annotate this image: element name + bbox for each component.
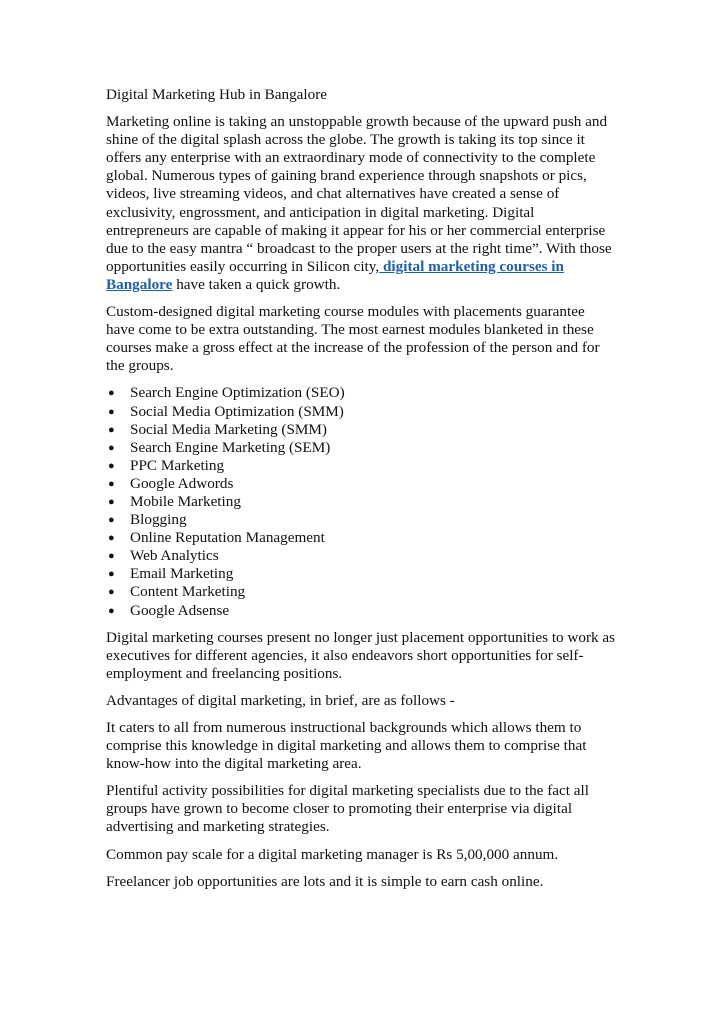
list-item-label: Google Adwords (130, 474, 234, 492)
list-item-label: Google Adsense (130, 601, 230, 619)
bullet-icon: ● (108, 586, 115, 599)
bullet-icon: ● (108, 550, 115, 563)
bullet-icon: ● (108, 495, 115, 508)
intro-paragraph (106, 113, 616, 294)
list-item (106, 547, 616, 565)
backgrounds-paragraph: It caters to all from numerous instructional backgrounds which allows them to comprise this knowledge in digital marketing and allows them to comprise that know-how into the digital marketing area. (106, 719, 587, 773)
list-item (106, 493, 616, 511)
list-item (106, 583, 616, 601)
list-item-label: Social Media Optimization (SMM) (130, 402, 344, 420)
list-item-label: Blogging (130, 511, 187, 529)
list-item (106, 565, 616, 583)
activity-possibilities-paragraph: Plentiful activity possibilities for digital marketing specialists due to the fact all groups have grown to become closer to promoting their enterprise via digital advertising and marketing strategies. (106, 782, 589, 836)
list-item-label: Mobile Marketing (130, 492, 241, 510)
bullet-icon: ● (108, 423, 115, 436)
list-item (106, 475, 616, 493)
list-item-label: Web Analytics (130, 547, 219, 565)
list-item (106, 457, 616, 475)
document-title: Digital Marketing Hub in Bangalore (106, 86, 328, 103)
list-item-label: Search Engine Marketing (SEM) (130, 438, 331, 456)
list-item (106, 384, 616, 402)
course-modules-list (106, 384, 616, 619)
advantages-intro-paragraph: Advantages of digital marketing, in brief, are as follows - (106, 691, 455, 709)
bullet-icon: ● (108, 387, 115, 400)
list-item-label: PPC Marketing (130, 456, 225, 474)
list-item-label: Online Reputation Management (130, 529, 325, 547)
bullet-icon: ● (108, 604, 115, 617)
list-item (106, 421, 616, 439)
list-item (106, 529, 616, 547)
intro-text-after-link: have taken a quick growth. (172, 275, 341, 293)
digital-marketing-courses-link[interactable]: digital marketing courses in Bangalore (106, 257, 564, 293)
pay-scale-paragraph: Common pay scale for a digital marketing manager is Rs 5,00,000 annum. (106, 845, 559, 863)
bullet-icon: ● (108, 441, 115, 454)
list-item (106, 511, 616, 529)
list-item (106, 403, 616, 421)
intro-text-before-link: Marketing online is taking an unstoppable growth because of the upward push and shine of the digital splash across the globe. The growth is taking its top since it offers any enterprise with an extraordinary mode of connectivity to the complete global. Numerous types of gaining brand experience through snapshots or pics, videos, live streaming videos, and chat alternatives have created a sense of exclusivity, engrossment, and anticipation in digital marketing. Digital entrepreneurs are capable of making it appear for his or her commercial enterprise due to the easy mantra “ broadcast to the proper users at the right time”. With those opportunities easily occurring in Silicon city, (106, 113, 612, 275)
list-item-label: Search Engine Optimization (SEO) (130, 384, 345, 402)
list-item-label: Social Media Marketing (SMM) (130, 420, 327, 438)
placement-opportunities-paragraph: Digital marketing courses present no longer just placement opportunities to work as executives for different agencies, it also endeavors short opportunities for self-employment and freelancing positions. (106, 628, 616, 682)
bullet-icon: ● (108, 477, 115, 490)
bullet-icon: ● (108, 514, 115, 527)
bullet-icon: ● (108, 405, 115, 418)
bullet-icon: ● (108, 459, 115, 472)
modules-paragraph: Custom-designed digital marketing course modules with placements guarantee have come to be extra outstanding. The most earnest modules blanketed in these courses make a gross effect at the increase of the profession of the person and for the groups. (106, 303, 600, 375)
document-body (106, 86, 616, 900)
list-item-label: Content Marketing (130, 583, 246, 601)
list-item (106, 602, 616, 620)
bullet-icon: ● (108, 532, 115, 545)
list-item (106, 439, 616, 457)
bullet-icon: ● (108, 568, 115, 581)
freelancer-paragraph: Freelancer job opportunities are lots and it is simple to earn cash online. (106, 872, 544, 890)
list-item-label: Email Marketing (130, 565, 234, 583)
